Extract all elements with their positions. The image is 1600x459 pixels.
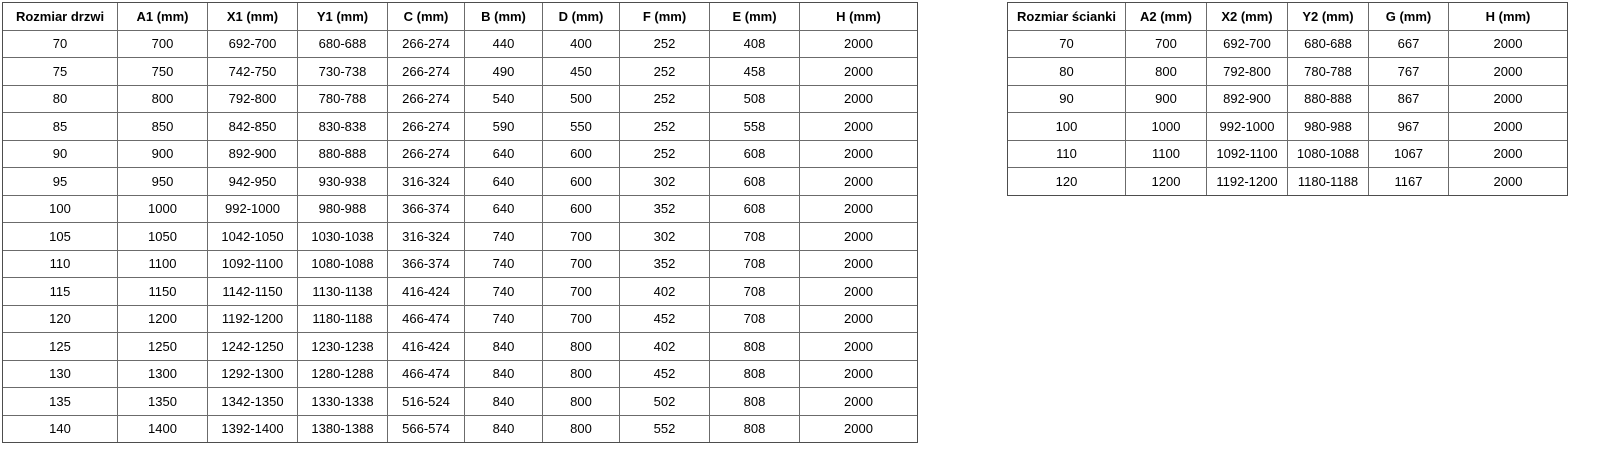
table-cell: 352 <box>620 195 710 223</box>
table-cell: 85 <box>3 113 118 141</box>
table-cell: 1100 <box>1126 140 1207 168</box>
table-cell: 2000 <box>800 360 918 388</box>
table-cell: 1100 <box>118 250 208 278</box>
table-cell: 1250 <box>118 333 208 361</box>
table-cell: 95 <box>3 168 118 196</box>
table-cell: 490 <box>465 58 543 86</box>
table-cell: 500 <box>543 85 620 113</box>
table-cell: 608 <box>710 195 800 223</box>
table-cell: 808 <box>710 333 800 361</box>
table-row <box>3 250 918 278</box>
table-cell: 840 <box>465 360 543 388</box>
table-cell: 316-324 <box>388 168 465 196</box>
column-header: Y1 (mm) <box>298 3 388 31</box>
table-cell: 667 <box>1369 30 1449 58</box>
table-cell: 800 <box>543 333 620 361</box>
table-row <box>3 58 918 86</box>
table-cell: 980-988 <box>298 195 388 223</box>
table-cell: 550 <box>543 113 620 141</box>
table-cell: 440 <box>465 30 543 58</box>
table-cell: 2000 <box>800 223 918 251</box>
table-cell: 302 <box>620 168 710 196</box>
table-cell: 1180-1188 <box>1288 168 1369 196</box>
table-cell: 2000 <box>1449 113 1568 141</box>
table-cell: 740 <box>465 305 543 333</box>
table-cell: 900 <box>1126 85 1207 113</box>
table-cell: 2000 <box>800 415 918 443</box>
table-cell: 808 <box>710 360 800 388</box>
table-cell: 105 <box>3 223 118 251</box>
table-cell: 2000 <box>800 58 918 86</box>
table-cell: 867 <box>1369 85 1449 113</box>
column-header: D (mm) <box>543 3 620 31</box>
table-cell: 950 <box>118 168 208 196</box>
table-cell: 2000 <box>800 278 918 306</box>
table-cell: 540 <box>465 85 543 113</box>
table-cell: 1142-1150 <box>208 278 298 306</box>
column-header: G (mm) <box>1369 3 1449 31</box>
table-row <box>3 113 918 141</box>
table-cell: 608 <box>710 140 800 168</box>
table-cell: 100 <box>1008 113 1126 141</box>
table-cell: 2000 <box>800 333 918 361</box>
header-row <box>1008 3 1568 31</box>
table-cell: 992-1000 <box>1207 113 1288 141</box>
table-cell: 2000 <box>1449 58 1568 86</box>
column-header: A2 (mm) <box>1126 3 1207 31</box>
column-header: B (mm) <box>465 3 543 31</box>
door-dimensions-table <box>2 2 918 443</box>
table-cell: 700 <box>1126 30 1207 58</box>
table-cell: 252 <box>620 85 710 113</box>
table-cell: 1280-1288 <box>298 360 388 388</box>
column-header: F (mm) <box>620 3 710 31</box>
table-row <box>3 360 918 388</box>
table-cell: 2000 <box>800 388 918 416</box>
table-cell: 767 <box>1369 58 1449 86</box>
table-cell: 125 <box>3 333 118 361</box>
table-row <box>3 333 918 361</box>
table-cell: 120 <box>3 305 118 333</box>
table-cell: 600 <box>543 168 620 196</box>
table-cell: 740 <box>465 223 543 251</box>
table-cell: 552 <box>620 415 710 443</box>
table-cell: 1330-1338 <box>298 388 388 416</box>
table-cell: 808 <box>710 415 800 443</box>
column-header: Rozmiar drzwi <box>3 3 118 31</box>
table-cell: 558 <box>710 113 800 141</box>
table-cell: 266-274 <box>388 85 465 113</box>
table-cell: 2000 <box>1449 85 1568 113</box>
table-cell: 750 <box>118 58 208 86</box>
table-cell: 800 <box>1126 58 1207 86</box>
table-cell: 70 <box>3 30 118 58</box>
table-row <box>1008 58 1568 86</box>
table-cell: 1300 <box>118 360 208 388</box>
table-cell: 110 <box>1008 140 1126 168</box>
table-cell: 700 <box>118 30 208 58</box>
table-cell: 302 <box>620 223 710 251</box>
table-cell: 840 <box>465 333 543 361</box>
table-cell: 140 <box>3 415 118 443</box>
table-cell: 452 <box>620 305 710 333</box>
table-cell: 115 <box>3 278 118 306</box>
table-cell: 700 <box>543 223 620 251</box>
table-cell: 252 <box>620 113 710 141</box>
table-cell: 850 <box>118 113 208 141</box>
table-cell: 692-700 <box>208 30 298 58</box>
table-cell: 967 <box>1369 113 1449 141</box>
table-cell: 366-374 <box>388 195 465 223</box>
table-cell: 800 <box>543 415 620 443</box>
table-cell: 680-688 <box>298 30 388 58</box>
table-cell: 416-424 <box>388 333 465 361</box>
table-cell: 75 <box>3 58 118 86</box>
column-header: C (mm) <box>388 3 465 31</box>
table-cell: 402 <box>620 333 710 361</box>
table-cell: 600 <box>543 195 620 223</box>
table-cell: 502 <box>620 388 710 416</box>
table-cell: 1350 <box>118 388 208 416</box>
table-cell: 700 <box>543 278 620 306</box>
table-cell: 516-524 <box>388 388 465 416</box>
table-cell: 458 <box>710 58 800 86</box>
table-cell: 266-274 <box>388 140 465 168</box>
table-cell: 1192-1200 <box>1207 168 1288 196</box>
table-row <box>3 168 918 196</box>
side-wall-dimensions-table <box>1007 2 1568 196</box>
table-cell: 466-474 <box>388 360 465 388</box>
table-cell: 566-574 <box>388 415 465 443</box>
table-cell: 100 <box>3 195 118 223</box>
table-cell: 252 <box>620 30 710 58</box>
table-cell: 708 <box>710 223 800 251</box>
table-cell: 316-324 <box>388 223 465 251</box>
table-cell: 1167 <box>1369 168 1449 196</box>
table-cell: 992-1000 <box>208 195 298 223</box>
table-cell: 2000 <box>800 305 918 333</box>
table-cell: 130 <box>3 360 118 388</box>
column-header: X1 (mm) <box>208 3 298 31</box>
table-cell: 830-838 <box>298 113 388 141</box>
table-cell: 402 <box>620 278 710 306</box>
table-cell: 1230-1238 <box>298 333 388 361</box>
table-row <box>3 388 918 416</box>
table-row <box>3 195 918 223</box>
table-cell: 408 <box>710 30 800 58</box>
column-header: H (mm) <box>800 3 918 31</box>
table-cell: 1150 <box>118 278 208 306</box>
table-row <box>3 140 918 168</box>
column-header: Rozmiar ścianki <box>1008 3 1126 31</box>
table-cell: 1200 <box>118 305 208 333</box>
table-cell: 1200 <box>1126 168 1207 196</box>
table-cell: 840 <box>465 388 543 416</box>
table-cell: 1080-1088 <box>298 250 388 278</box>
table-cell: 466-474 <box>388 305 465 333</box>
table-cell: 2000 <box>800 85 918 113</box>
table-cell: 980-988 <box>1288 113 1369 141</box>
table-cell: 942-950 <box>208 168 298 196</box>
table-cell: 800 <box>118 85 208 113</box>
table-cell: 2000 <box>1449 30 1568 58</box>
table-cell: 1342-1350 <box>208 388 298 416</box>
table-row <box>1008 140 1568 168</box>
table-cell: 2000 <box>800 250 918 278</box>
table-row <box>1008 113 1568 141</box>
table-cell: 1400 <box>118 415 208 443</box>
table-cell: 352 <box>620 250 710 278</box>
column-header: H (mm) <box>1449 3 1568 31</box>
table-cell: 2000 <box>800 140 918 168</box>
table-row <box>1008 85 1568 113</box>
column-header: E (mm) <box>710 3 800 31</box>
table-cell: 400 <box>543 30 620 58</box>
table-cell: 1067 <box>1369 140 1449 168</box>
table-cell: 110 <box>3 250 118 278</box>
table-cell: 708 <box>710 250 800 278</box>
table-cell: 1050 <box>118 223 208 251</box>
table-cell: 680-688 <box>1288 30 1369 58</box>
table-cell: 640 <box>465 195 543 223</box>
table-row <box>3 278 918 306</box>
table-cell: 90 <box>1008 85 1126 113</box>
table-row <box>3 223 918 251</box>
table-row <box>3 305 918 333</box>
table-cell: 590 <box>465 113 543 141</box>
table-cell: 2000 <box>1449 140 1568 168</box>
table-cell: 1042-1050 <box>208 223 298 251</box>
table-cell: 508 <box>710 85 800 113</box>
table-cell: 708 <box>710 305 800 333</box>
table-cell: 740 <box>465 250 543 278</box>
table-cell: 742-750 <box>208 58 298 86</box>
table-cell: 452 <box>620 360 710 388</box>
column-header: A1 (mm) <box>118 3 208 31</box>
table-cell: 450 <box>543 58 620 86</box>
table-cell: 416-424 <box>388 278 465 306</box>
table-cell: 1292-1300 <box>208 360 298 388</box>
table-cell: 700 <box>543 250 620 278</box>
table-cell: 840 <box>465 415 543 443</box>
table-cell: 266-274 <box>388 113 465 141</box>
table-cell: 120 <box>1008 168 1126 196</box>
table-cell: 252 <box>620 140 710 168</box>
table-cell: 1192-1200 <box>208 305 298 333</box>
table-cell: 266-274 <box>388 30 465 58</box>
table-cell: 1092-1100 <box>1207 140 1288 168</box>
table-cell: 90 <box>3 140 118 168</box>
table-cell: 708 <box>710 278 800 306</box>
table-cell: 800 <box>543 388 620 416</box>
table-cell: 1130-1138 <box>298 278 388 306</box>
table-cell: 930-938 <box>298 168 388 196</box>
table-cell: 1030-1038 <box>298 223 388 251</box>
table-cell: 780-788 <box>298 85 388 113</box>
table-cell: 80 <box>1008 58 1126 86</box>
table-cell: 640 <box>465 168 543 196</box>
table-cell: 1000 <box>118 195 208 223</box>
table-cell: 730-738 <box>298 58 388 86</box>
table-cell: 1392-1400 <box>208 415 298 443</box>
table-cell: 892-900 <box>208 140 298 168</box>
table-cell: 2000 <box>1449 168 1568 196</box>
table-cell: 1092-1100 <box>208 250 298 278</box>
table-cell: 1080-1088 <box>1288 140 1369 168</box>
table-cell: 900 <box>118 140 208 168</box>
table-cell: 80 <box>3 85 118 113</box>
table-cell: 608 <box>710 168 800 196</box>
table-cell: 2000 <box>800 168 918 196</box>
table-cell: 600 <box>543 140 620 168</box>
table-cell: 1000 <box>1126 113 1207 141</box>
table-cell: 808 <box>710 388 800 416</box>
table-cell: 780-788 <box>1288 58 1369 86</box>
table-row <box>3 30 918 58</box>
table-cell: 1380-1388 <box>298 415 388 443</box>
table-cell: 692-700 <box>1207 30 1288 58</box>
table-cell: 842-850 <box>208 113 298 141</box>
table-cell: 2000 <box>800 113 918 141</box>
table-cell: 2000 <box>800 195 918 223</box>
table-cell: 266-274 <box>388 58 465 86</box>
table-cell: 70 <box>1008 30 1126 58</box>
table-cell: 792-800 <box>208 85 298 113</box>
table-cell: 252 <box>620 58 710 86</box>
table-cell: 135 <box>3 388 118 416</box>
header-row <box>3 3 918 31</box>
table-row <box>3 85 918 113</box>
table-row <box>1008 168 1568 196</box>
table-row <box>1008 30 1568 58</box>
table-cell: 880-888 <box>1288 85 1369 113</box>
table-cell: 1242-1250 <box>208 333 298 361</box>
table-cell: 700 <box>543 305 620 333</box>
table-row <box>3 415 918 443</box>
table-cell: 740 <box>465 278 543 306</box>
table-cell: 792-800 <box>1207 58 1288 86</box>
table-cell: 640 <box>465 140 543 168</box>
table-cell: 1180-1188 <box>298 305 388 333</box>
table-cell: 892-900 <box>1207 85 1288 113</box>
table-cell: 880-888 <box>298 140 388 168</box>
table-cell: 800 <box>543 360 620 388</box>
column-header: Y2 (mm) <box>1288 3 1369 31</box>
table-cell: 366-374 <box>388 250 465 278</box>
table-cell: 2000 <box>800 30 918 58</box>
column-header: X2 (mm) <box>1207 3 1288 31</box>
